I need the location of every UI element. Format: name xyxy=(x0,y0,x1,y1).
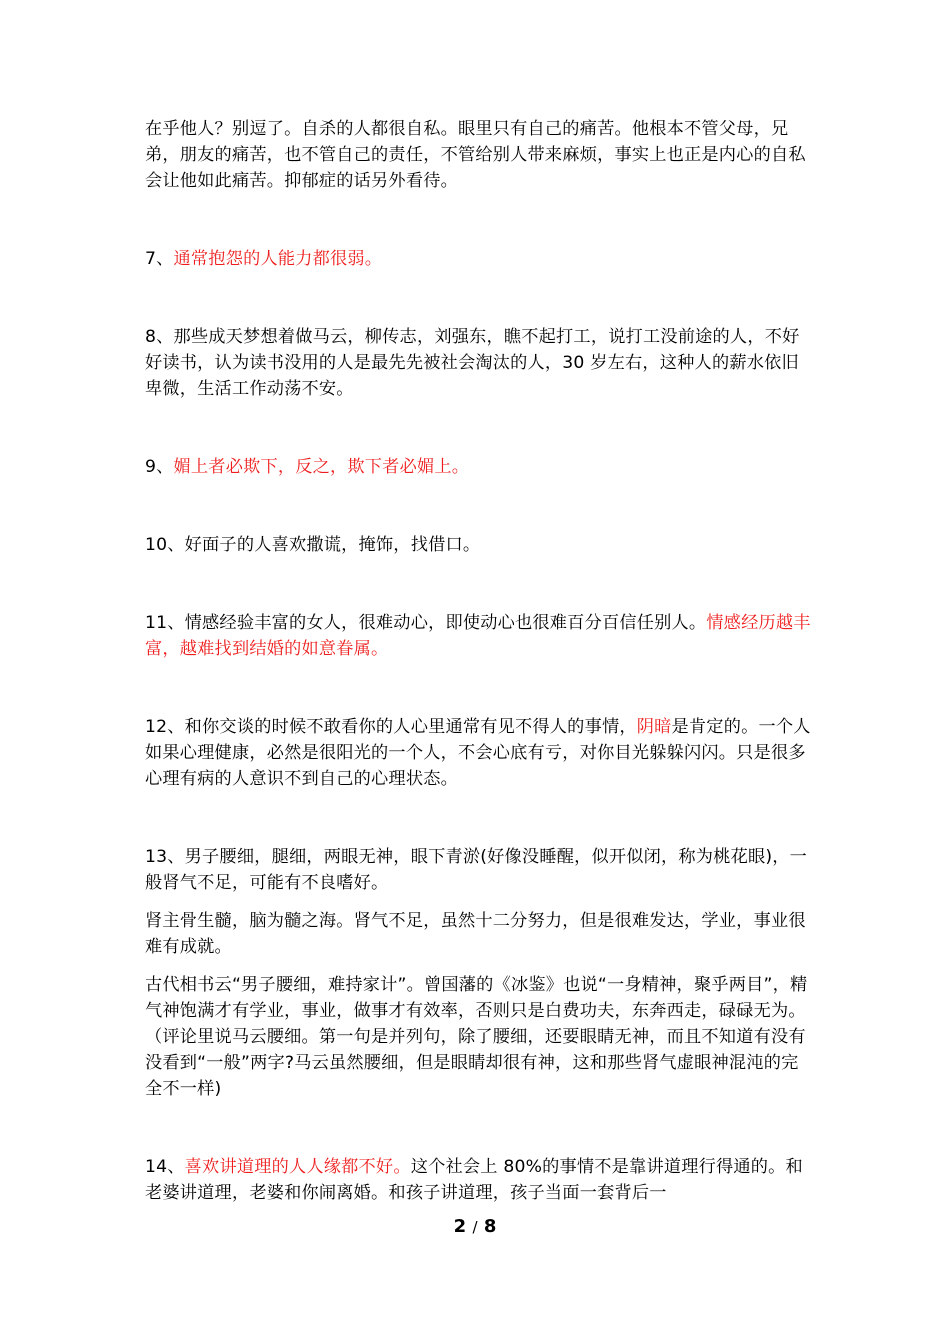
highlighted-text: 喜欢讲道理的人人缘都不好。 xyxy=(184,1157,411,1177)
paragraph-item-13 xyxy=(145,844,815,896)
paragraph-item-13-ancient xyxy=(145,972,815,1102)
page-separator: / xyxy=(472,1218,478,1236)
paragraph-item-10 xyxy=(145,532,815,558)
paragraph-continuation xyxy=(145,116,815,194)
paragraph-text: 古代相书云“男子腰细，难持家计”。曾国藩的《冰鉴》也说“一身精神，聚乎两目”，精气神饱满才有学业，事业，做事才有效率，否则只是白费功夫，东奔西走，碌碌无为。（评论里说马云腰细。第一句是并列句，除了腰细，还要眼睛无神，而且不知道有没有没看到“一般”两字?马云虽然腰细，但是眼睛却很有神，这和那些肾气虚眼神混沌的完全不一样) xyxy=(145,975,808,1099)
paragraph-text: 在乎他人？别逗了。自杀的人都很自私。眼里只有自己的痛苦。他根本不管父母，兄弟，朋友的痛苦，也不管自己的责任，不管给别人带来麻烦，事实上也正是内心的自私会让他如此痛苦。抑郁症的话另外看待。 xyxy=(145,119,806,191)
paragraph-item-8 xyxy=(145,324,815,402)
page-number xyxy=(0,1215,950,1239)
item-number: 14、 xyxy=(145,1157,185,1177)
paragraph-text: 13、男子腰细，腿细，两眼无神，眼下青淤(好像没睡醒，似开似闭，称为桃花眼)，一般肾气不足，可能有不良嗜好。 xyxy=(145,847,808,893)
paragraph-text: 8、那些成天梦想着做马云，柳传志，刘强东，瞧不起打工，说打工没前途的人，不好好读书，认为读书没用的人是最先先被社会淘汰的人，30 岁左右，这种人的薪水依旧卑微，生活工作动荡不安。 xyxy=(145,327,800,399)
item-number: 7、 xyxy=(145,249,174,269)
item-number: 9、 xyxy=(145,457,174,477)
paragraph-item-14 xyxy=(145,1154,815,1206)
paragraph-text: 11、情感经验丰富的女人，很难动心，即使动心也很难百分百信任别人。 xyxy=(145,613,707,633)
paragraph-text: 10、好面子的人喜欢撒谎，掩饰，找借口。 xyxy=(145,535,481,555)
paragraph-item-9 xyxy=(145,454,815,480)
paragraph-item-12 xyxy=(145,714,815,792)
paragraph-item-11 xyxy=(145,610,815,662)
paragraph-text: 是肯定的。一个人如果心理健康，必然是很阳光的一个人，不会心底有亏，对你目光躲躲闪闪。只是很多心理有病的人意识不到自己的心理状态。 xyxy=(145,717,811,789)
document-body xyxy=(145,116,815,1206)
highlighted-text: 通常抱怨的人能力都很弱。 xyxy=(173,249,383,269)
paragraph-item-13-kidney xyxy=(145,908,815,960)
paragraph-text: 这个社会上 80%的事情不是靠讲道理行得通的。和老婆讲道理，老婆和你闹离婚。和孩子讲道理，孩子当面一套背后一 xyxy=(145,1157,803,1203)
current-page: 2 xyxy=(453,1216,467,1237)
paragraph-item-7 xyxy=(145,246,815,272)
highlighted-text: 阴暗 xyxy=(636,717,672,737)
highlighted-text: 媚上者必欺下，反之，欺下者必媚上。 xyxy=(173,457,470,477)
paragraph-text: 12、和你交谈的时候不敢看你的人心里通常有见不得人的事情， xyxy=(145,717,637,737)
total-pages: 8 xyxy=(483,1216,497,1237)
paragraph-text: 肾主骨生髓，脑为髓之海。肾气不足，虽然十二分努力，但是很难发达，学业，事业很难有成就。 xyxy=(145,911,806,957)
highlighted-text: 情感经历越丰富，越难找到结婚的如意眷属。 xyxy=(145,613,811,659)
